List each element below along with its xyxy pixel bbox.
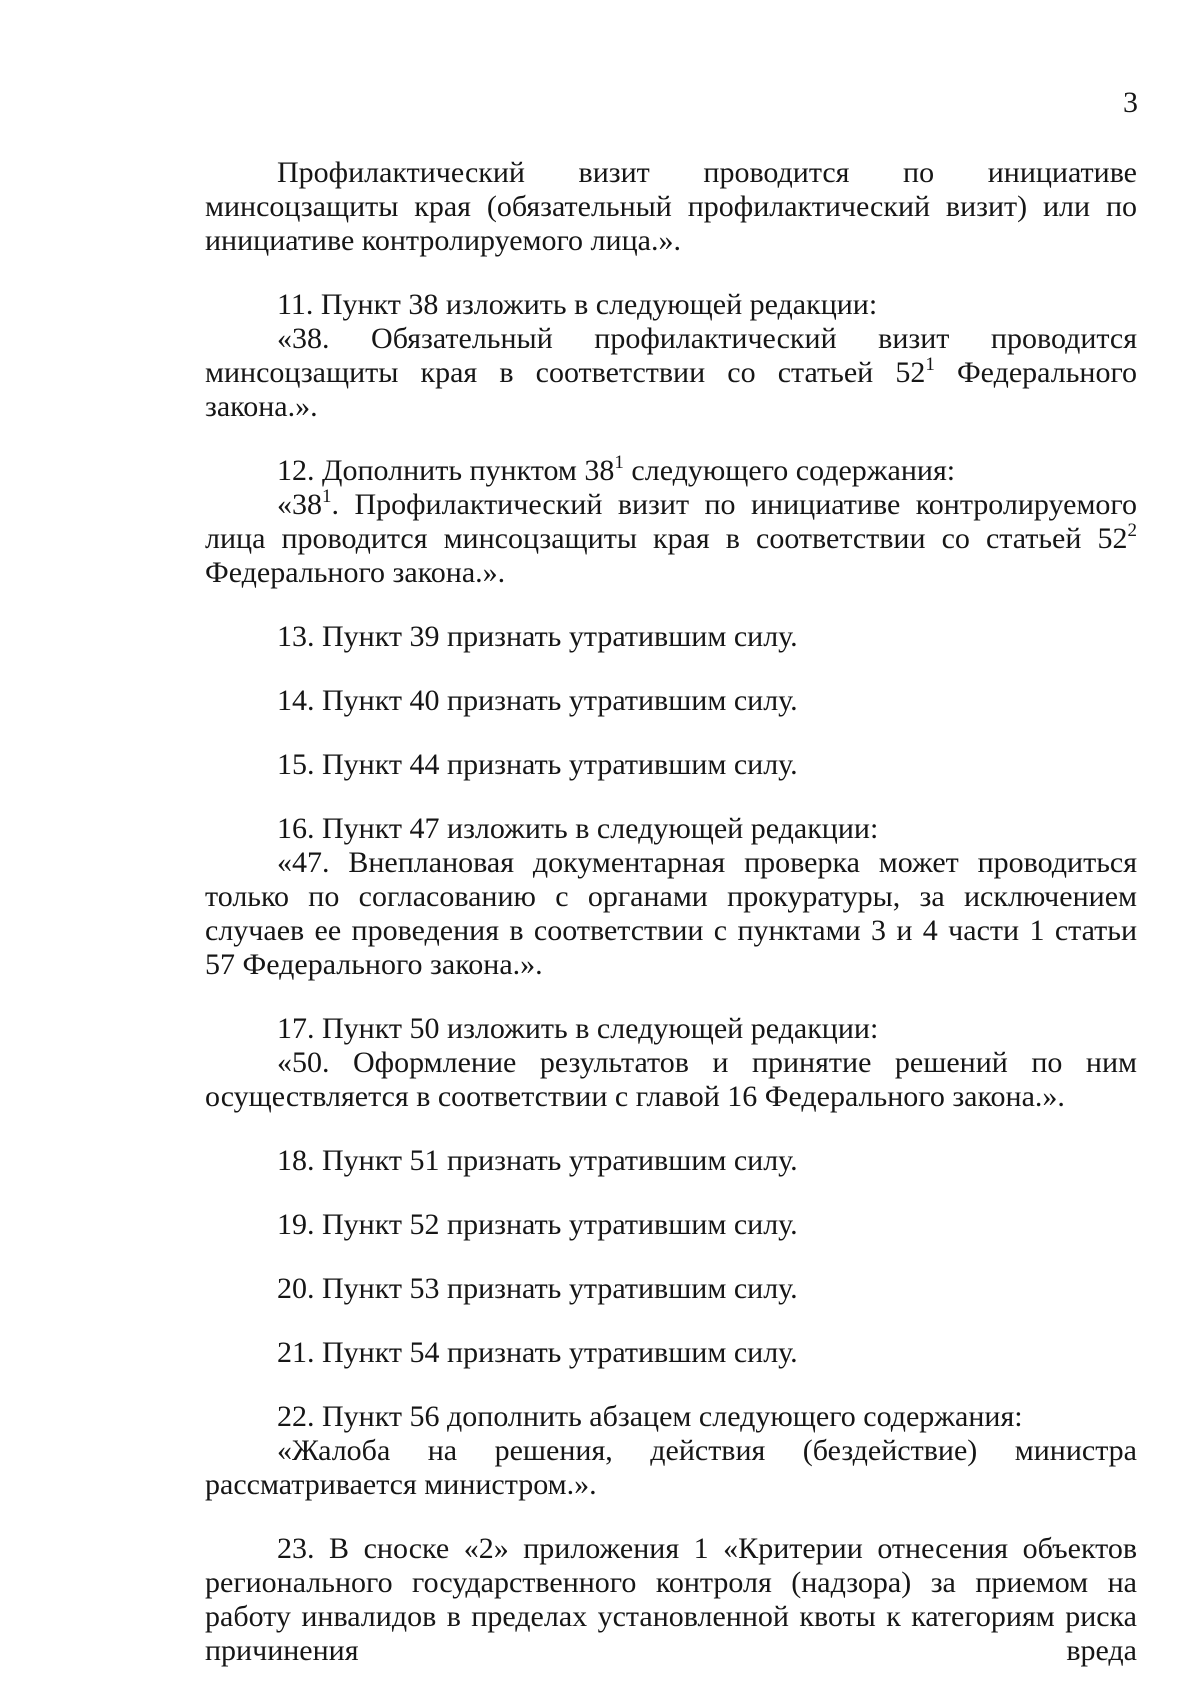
- paragraph-item-23: 23. В сноске «2» приложения 1 «Критерии отнесения объектов регионального государственного контроля (надзора) за приемом на работу инвалидов в пределах установленной квоты к категориям риска причинения вреда: [205, 1532, 1137, 1667]
- page-number: 3: [1123, 86, 1138, 119]
- paragraph-item-11: 11. Пункт 38 изложить в следующей редакции:: [277, 288, 878, 321]
- paragraph-visit-initiative: Профилактический визит проводится по инициативе минсоцзащиты края (обязательный профилактический визит) или по инициативе контролируемого лица.».: [205, 156, 1137, 257]
- paragraph-item-12-text: 12. Дополнить пунктом 38: [277, 454, 615, 487]
- superscript-1: 1: [322, 486, 332, 507]
- document-body: [205, 156, 1137, 1668]
- paragraph-item-12: [205, 454, 1137, 488]
- paragraph-item-22: 22. Пункт 56 дополнить абзацем следующего содержания:: [277, 1400, 1023, 1433]
- paragraph-point-38-1-text: . Профилактический визит по инициативе контролируемого лица проводится минсоцзащиты края в соответствии со статьей 52: [205, 488, 1137, 555]
- superscript-2: 2: [1127, 520, 1137, 541]
- paragraph-item-14: 14. Пункт 40 признать утратившим силу.: [277, 684, 798, 717]
- paragraph-item-19: 19. Пункт 52 признать утратившим силу.: [277, 1208, 798, 1241]
- paragraph-item-13: 13. Пункт 39 признать утратившим силу.: [277, 620, 798, 653]
- paragraph-point-38-1-start: «38: [277, 488, 322, 521]
- paragraph-item-20: 20. Пункт 53 признать утратившим силу.: [277, 1272, 798, 1305]
- paragraph-point-38-1-end: Федерального закона.».: [205, 556, 506, 589]
- paragraph-point-38-1: [205, 488, 1137, 590]
- paragraph-item-12-end: следующего содержания:: [623, 454, 956, 487]
- paragraph-point-50: «50. Оформление результатов и принятие решений по ним осуществляется в соответствии с главой 16 Федерального закона.».: [205, 1046, 1137, 1113]
- paragraph-point-38-end: Федерального закона.».: [205, 356, 1138, 423]
- paragraph-item-17: 17. Пункт 50 изложить в следующей редакции:: [277, 1012, 879, 1045]
- paragraph-item-16: 16. Пункт 47 изложить в следующей редакции:: [277, 812, 879, 845]
- paragraph-item-18: 18. Пункт 51 признать утратившим силу.: [277, 1144, 798, 1177]
- paragraph-point-47: «47. Внеплановая документарная проверка может проводиться только по согласованию с органами прокуратуры, за исключением случаев ее проведения в соответствии с пунктами 3 и 4 части 1 статьи 57 Федерального закона.».: [205, 846, 1137, 981]
- paragraph-point-38-text: «38. Обязательный профилактический визит проводится минсоцзащиты края в соответствии со статьей 52: [205, 322, 1137, 389]
- paragraph-point-38: [205, 322, 1137, 424]
- paragraph-item-15: 15. Пункт 44 признать утратившим силу.: [277, 748, 798, 781]
- paragraph-complaint: «Жалоба на решения, действия (бездействие) министра рассматривается министром.».: [205, 1434, 1137, 1501]
- superscript-1: 1: [614, 452, 624, 473]
- superscript-1: 1: [925, 354, 935, 375]
- paragraph-item-21: 21. Пункт 54 признать утратившим силу.: [277, 1336, 798, 1369]
